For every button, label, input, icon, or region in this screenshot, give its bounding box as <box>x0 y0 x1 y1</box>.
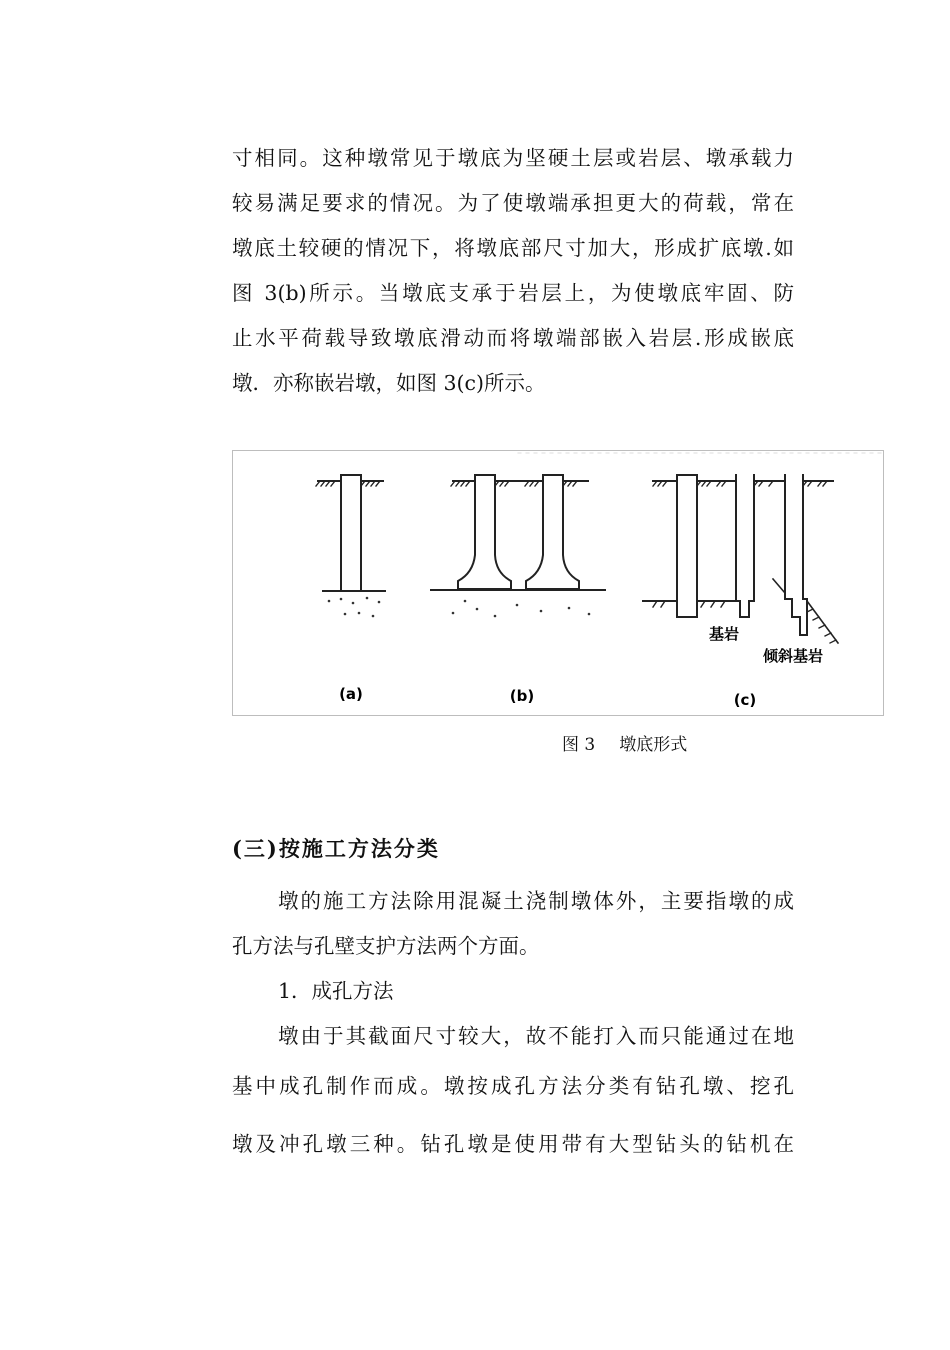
pier-diagram <box>233 451 884 716</box>
paragraph-line: 墩由于其截面尺寸较大，故不能打入而只能通过在地 <box>278 1024 794 1048</box>
caption-title: 墩底形式 <box>619 735 688 755</box>
paragraph-line: 孔方法与孔壁支护方法两个方面。 <box>232 934 540 958</box>
subsection-title: 1．成孔方法 <box>278 979 394 1003</box>
pier-b-belled <box>431 475 605 617</box>
label-c: (c) <box>733 691 757 709</box>
paragraph-line: 墩．亦称嵌岩墩，如图 3(c)所示。 <box>232 371 546 395</box>
label-a: (a) <box>339 685 363 703</box>
pier-c-socketed <box>643 475 838 643</box>
figure-caption <box>562 730 687 755</box>
paragraph-line: 基中成孔制作而成。墩按成孔方法分类有钻孔墩、挖孔 <box>232 1074 794 1098</box>
label-inclined-bedrock: 倾斜基岩 <box>763 647 824 665</box>
paragraph-line: 图 3(b)所示。当墩底支承于岩层上，为使墩底牢固、防 <box>232 281 794 305</box>
paragraph-line: 墩底土较硬的情况下，将墩底部尺寸加大，形成扩底墩.如 <box>232 236 794 260</box>
caption-number: 图 3 <box>562 735 596 755</box>
paragraph-line: 寸相同。这种墩常见于墩底为坚硬土层或岩层、墩承载力 <box>232 146 794 170</box>
paragraph-line: 较易满足要求的情况。为了使墩端承担更大的荷载，常在 <box>232 191 794 215</box>
label-bedrock: 基岩 <box>709 625 740 643</box>
figure-pier-bottom-forms <box>232 450 884 716</box>
pier-a-straight <box>316 475 385 617</box>
paragraph-line: 止水平荷载导致墩底滑动而将墩端部嵌入岩层.形成嵌底 <box>232 326 794 350</box>
label-b: (b) <box>509 687 535 705</box>
paragraph-line: 墩的施工方法除用混凝土浇制墩体外，主要指墩的成 <box>278 889 794 913</box>
section-heading: (三)按施工方法分类 <box>232 836 440 861</box>
paragraph-line: 墩及冲孔墩三种。钻孔墩是使用带有大型钻头的钻机在 <box>232 1132 794 1156</box>
